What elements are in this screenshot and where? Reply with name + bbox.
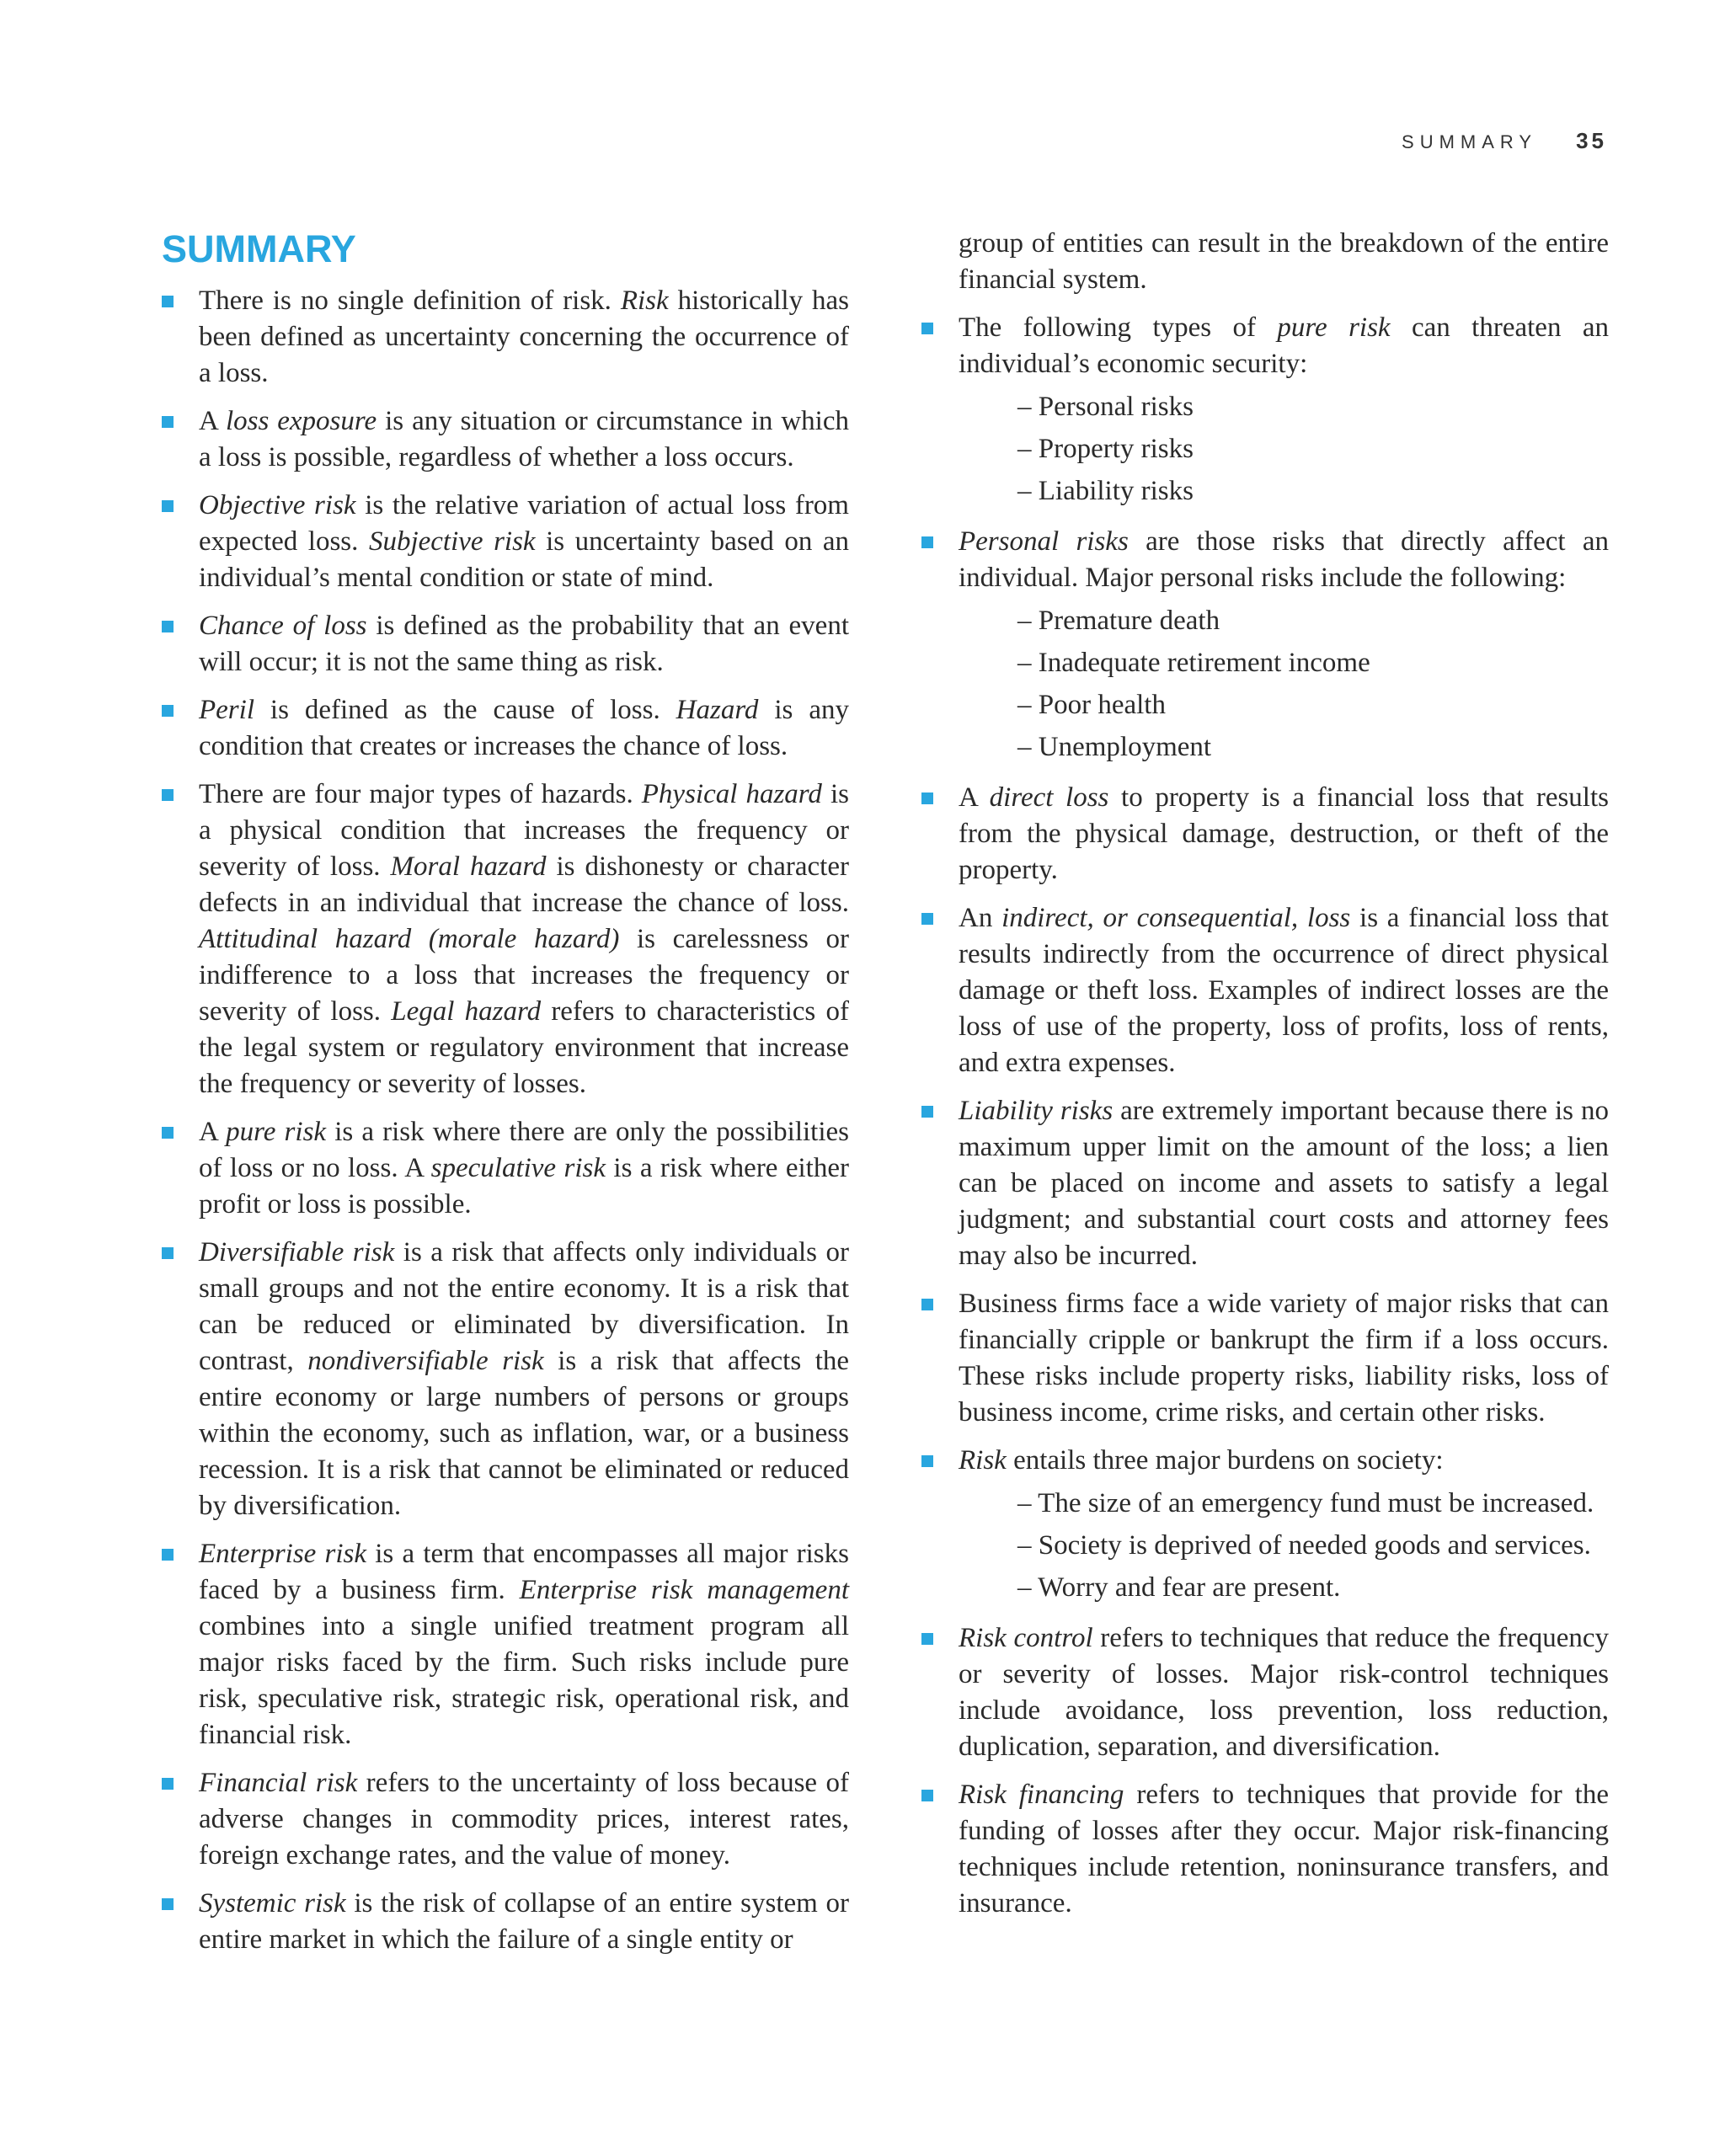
- square-bullet-icon: [162, 789, 174, 801]
- item-text: is the risk of collapse of an entire system or entire market in which the failure of a single entity or: [199, 1888, 849, 1955]
- square-bullet-icon: [921, 323, 933, 334]
- item-text: A: [959, 782, 990, 813]
- italic-term: Subjective risk: [368, 526, 536, 557]
- square-bullet-icon: [162, 500, 174, 512]
- square-bullet-icon: [162, 1127, 174, 1139]
- italic-term: Diversifiable risk: [199, 1237, 395, 1267]
- summary-item: [921, 524, 1609, 768]
- square-bullet-icon: [162, 296, 174, 307]
- italic-term: Personal risks: [959, 526, 1129, 557]
- sub-list-item: – Personal risks: [1017, 386, 1609, 428]
- square-bullet-icon: [162, 621, 174, 632]
- summary-item: [162, 1536, 849, 1753]
- square-bullet-icon: [921, 1633, 933, 1645]
- item-text: is a financial loss that results indirectly from the occurrence of direct physical damage or theft loss. Examples of indirect losses are the loss of use of the property, loss of profits, loss of rents, and extra expenses.: [959, 903, 1609, 1078]
- item-text: refers to characteristics of the legal system or regulatory environment that increase the frequency or severity of losses.: [199, 996, 849, 1099]
- item-text: is defined as the probability that an event will occur; it is not the same thing as risk.: [199, 611, 850, 677]
- square-bullet-icon: [162, 1247, 174, 1259]
- sub-list-item: – Poor health: [1017, 684, 1609, 726]
- italic-term: Attitudinal hazard (morale hazard): [199, 924, 620, 954]
- item-text: is a risk that affects only individuals or small groups and not the entire economy. It is a risk that can be reduced or eliminated by diversification. In contrast,: [199, 1237, 849, 1376]
- item-text: is carelessness or indifference to a loss that increases the frequency or severity of loss.: [199, 924, 850, 1027]
- italic-term: Enterprise risk management: [519, 1575, 849, 1605]
- item-text: refers to techniques that provide for the funding of losses after they occur. Major risk-financing techniques include retention, noninsurance transfers, and insurance.: [959, 1780, 1610, 1919]
- left-summary-list: [162, 283, 849, 1958]
- item-text: is a term that encompasses all major risks faced by a business firm.: [199, 1539, 849, 1605]
- italic-term: loss exposure: [225, 406, 377, 436]
- summary-item: [162, 1235, 849, 1524]
- italic-term: Hazard: [676, 695, 759, 725]
- summary-item: [921, 1443, 1609, 1609]
- italic-term: Risk: [959, 1445, 1007, 1476]
- italic-term: Peril: [199, 695, 254, 725]
- italic-term: Systemic risk: [199, 1888, 346, 1919]
- item-text: There are four major types of hazards.: [199, 779, 642, 809]
- square-bullet-icon: [921, 1106, 933, 1118]
- square-bullet-icon: [162, 1778, 174, 1790]
- section-title: SUMMARY: [162, 227, 356, 270]
- item-text: Business firms face a wide variety of major risks that can financially cripple or bankrupt the firm if a loss occurs. These risks include property risks, liability risks, loss of business income, crime risks, and certain other risks.: [959, 1289, 1609, 1428]
- sub-list-item: – Society is deprived of needed goods and services.: [1017, 1524, 1609, 1566]
- item-text: A: [199, 406, 226, 436]
- sub-list-item: – The size of an emergency fund must be increased.: [1017, 1482, 1609, 1524]
- square-bullet-icon: [162, 1549, 174, 1561]
- italic-term: Risk: [620, 286, 669, 316]
- italic-term: Risk financing: [959, 1780, 1124, 1810]
- sub-list-item: – Premature death: [1017, 600, 1609, 642]
- summary-item: [162, 776, 849, 1102]
- italic-term: Chance of loss: [199, 611, 367, 641]
- italic-term: Risk control: [959, 1623, 1093, 1653]
- item-text: is any condition that creates or increases the chance of loss.: [199, 695, 849, 761]
- sub-list-item: – Property risks: [1017, 428, 1609, 470]
- item-text: to property is a financial loss that results from the physical damage, destruction, or theft of the property.: [959, 782, 1609, 885]
- summary-item: [162, 692, 849, 765]
- item-text: entails three major burdens on society:: [1006, 1445, 1444, 1476]
- item-text: is any situation or circumstance in which a loss is possible, regardless of whether a loss occurs.: [199, 406, 849, 472]
- item-text: is defined as the cause of loss.: [254, 695, 676, 725]
- summary-item: [921, 1620, 1609, 1765]
- running-head: [1402, 128, 1607, 154]
- summary-item: [162, 488, 849, 596]
- summary-item: [162, 1114, 849, 1223]
- right-column: [921, 226, 1609, 1934]
- summary-item: [921, 780, 1609, 889]
- item-text: is a risk where there are only the possibilities of loss or no loss. A: [199, 1117, 849, 1183]
- item-text: is a risk that affects the entire economy or large numbers of persons or groups within the economy, such as inflation, war, or a business recession. It is a risk that cannot be eliminated or reduced by diversification.: [199, 1346, 850, 1521]
- sub-list-item: – Worry and fear are present.: [1017, 1566, 1609, 1609]
- item-text: are those risks that directly affect an individual. Major personal risks include the following:: [959, 526, 1610, 593]
- page-number: 35: [1576, 128, 1607, 153]
- summary-item: [921, 1286, 1609, 1431]
- sub-list-item: – Unemployment: [1017, 726, 1609, 768]
- item-text: can threaten an individual’s economic security:: [959, 312, 1609, 379]
- summary-item: [921, 310, 1609, 512]
- italic-term: Physical hazard: [641, 779, 822, 809]
- item-text: refers to the uncertainty of loss because of adverse changes in commodity prices, interest rates, foreign exchange rates, and the value of money.: [199, 1768, 849, 1870]
- item-text: A: [199, 1117, 227, 1147]
- summary-item: [162, 283, 849, 392]
- italic-term: speculative risk: [430, 1153, 606, 1183]
- item-text: is uncertainty based on an individual’s mental condition or state of mind.: [199, 526, 850, 593]
- item-text: An: [959, 903, 1002, 933]
- square-bullet-icon: [162, 416, 174, 428]
- sub-list: [959, 386, 1609, 512]
- item-text: is dishonesty or character defects in an individual that increase the chance of loss.: [199, 851, 849, 918]
- square-bullet-icon: [921, 792, 933, 804]
- sub-list: [959, 1482, 1609, 1609]
- italic-term: indirect, or consequential, loss: [1001, 903, 1351, 933]
- sub-list: [959, 600, 1609, 768]
- italic-term: Liability risks: [959, 1096, 1114, 1126]
- item-text: combines into a single unified treatment program all major risks faced by the firm. Such risks include pure risk, speculative risk, strategic risk, operational risk, and financial risk.: [199, 1611, 849, 1750]
- summary-item: [921, 900, 1609, 1081]
- summary-item: [162, 403, 849, 476]
- square-bullet-icon: [921, 1790, 933, 1801]
- italic-term: pure risk: [1277, 312, 1391, 343]
- right-summary-list: [921, 310, 1609, 1922]
- item-text: The following types of: [959, 312, 1278, 343]
- continued-text: group of entities can result in the breakdown of the entire financial system.: [959, 228, 1609, 295]
- summary-item: [162, 1886, 849, 1958]
- item-text: There is no single definition of risk.: [199, 286, 621, 316]
- square-bullet-icon: [921, 536, 933, 548]
- item-text: historically has been defined as uncertainty concerning the occurrence of a loss.: [199, 286, 849, 388]
- square-bullet-icon: [162, 1898, 174, 1910]
- italic-term: Moral hazard: [390, 851, 547, 882]
- item-text: is the relative variation of actual loss from expected loss.: [199, 490, 849, 557]
- italic-term: pure risk: [226, 1117, 327, 1147]
- item-text: is a physical condition that increases the frequency or severity of loss.: [199, 779, 849, 882]
- square-bullet-icon: [921, 1455, 933, 1467]
- square-bullet-icon: [162, 705, 174, 717]
- sub-list-item: – Inadequate retirement income: [1017, 642, 1609, 684]
- square-bullet-icon: [921, 913, 933, 925]
- italic-term: Enterprise risk: [199, 1539, 367, 1569]
- summary-item: [921, 1777, 1609, 1922]
- item-text: refers to techniques that reduce the frequency or severity of losses. Major risk-control techniques include avoidance, loss prevention, loss reduction, duplication, separation, and diversification.: [959, 1623, 1609, 1762]
- sub-list-item: – Liability risks: [1017, 470, 1609, 512]
- running-head-section: SUMMARY: [1402, 131, 1538, 152]
- italic-term: Objective risk: [199, 490, 356, 520]
- summary-item: [162, 608, 849, 680]
- italic-term: direct loss: [989, 782, 1109, 813]
- left-column: [162, 221, 849, 1970]
- summary-item: [162, 1765, 849, 1874]
- square-bullet-icon: [921, 1299, 933, 1310]
- item-text: are extremely important because there is no maximum upper limit on the amount of the loss; a lien can be placed on income and assets to satisfy a legal judgment; and substantial court costs and attorney fees may also be incurred.: [959, 1096, 1609, 1271]
- italic-term: nondiversifiable risk: [307, 1346, 544, 1376]
- italic-term: Legal hazard: [391, 996, 542, 1027]
- summary-item: [921, 1093, 1609, 1274]
- italic-term: Financial risk: [199, 1768, 358, 1798]
- item-text: is a risk where either profit or loss is possible.: [199, 1153, 849, 1219]
